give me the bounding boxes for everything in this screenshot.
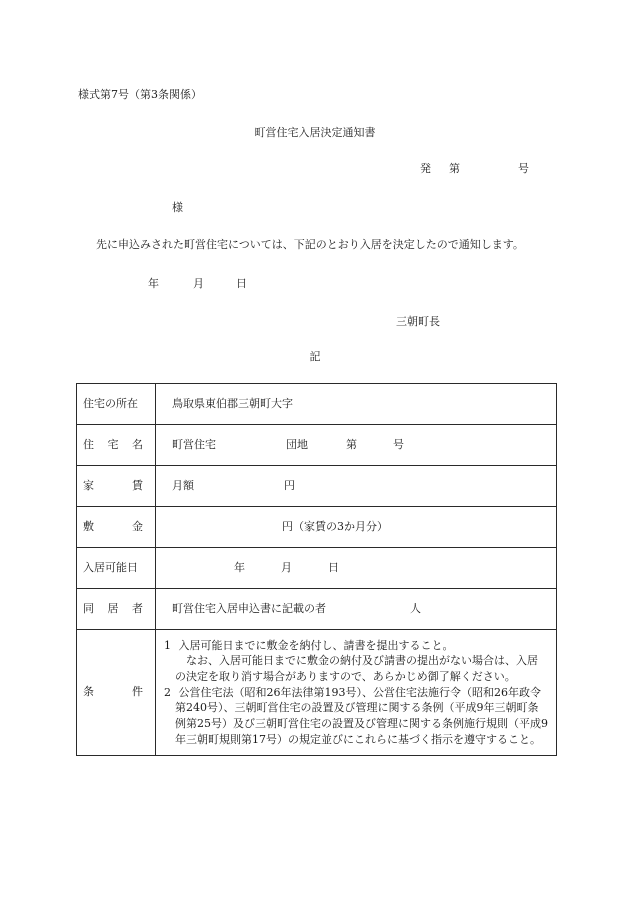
date-year: 年: [148, 277, 159, 290]
value-move-in-date: 年 月 日: [156, 548, 557, 589]
date-day: 日: [236, 277, 247, 290]
issue-number-suffix: 号: [518, 162, 529, 175]
value-cohabitants: 町営住宅入居申込書に記載の者 人: [156, 589, 557, 630]
issue-number-prefix: 発: [420, 162, 431, 175]
form-number: 様式第7号（第3条関係）: [78, 88, 202, 101]
value-rent: 月額 円: [156, 466, 557, 507]
condition-item-2: 2 公営住宅法（昭和26年法律第193号）、公営住宅法施行令（昭和26年政令第240号）、三朝町営住宅の設置及び管理に関する条例（平成9年三朝町条例第25号）及び三朝町営住宅の設置及び管理に関する条例施行規則（平成9年三朝町規則第17号）の規定並びにこれらに基づく指示を遵守すること。: [164, 685, 548, 746]
row-rent: [77, 466, 557, 507]
row-move-in-date: [77, 548, 557, 589]
label-move-in-date: 入居可能日: [77, 548, 156, 589]
value-housing-name: 町営住宅 団地 第 号: [156, 425, 557, 466]
ki-marker: 記: [309, 350, 321, 363]
row-cohabitants: [77, 589, 557, 630]
issue-date: [148, 275, 247, 291]
value-deposit: 円（家賃の3か月分）: [156, 507, 557, 548]
row-housing-name: [77, 425, 557, 466]
row-deposit: [77, 507, 557, 548]
document-title: 町営住宅入居決定通知書: [254, 126, 376, 139]
label-cohabitants: 同 居 者: [77, 589, 156, 630]
issuer-name: 三朝町長: [396, 315, 440, 328]
condition-item-1-note: なお、入居可能日までに敷金の納付及び請書の提出がない場合は、入居の決定を取り消す場合がありますので、あらかじめ御了解ください。: [175, 654, 538, 684]
issue-number: [420, 160, 529, 176]
condition-item-1: 1 入居可能日までに敷金を納付し、請書を提出すること。: [164, 638, 454, 652]
date-month: 月: [193, 277, 204, 290]
decision-table: [76, 383, 557, 756]
label-location: 住宅の所在: [77, 384, 156, 425]
value-location: 鳥取県東伯郡三朝町大字: [156, 384, 557, 425]
label-conditions: 条 件: [77, 630, 156, 756]
label-housing-name: 住 宅 名: [77, 425, 156, 466]
label-deposit: 敷 金: [77, 507, 156, 548]
issue-number-middle: 第: [449, 162, 460, 175]
row-location: [77, 384, 557, 425]
label-rent: 家 賃: [77, 466, 156, 507]
body-text: 先に申込みされた町営住宅については、下記のとおり入居を決定したので通知します。: [96, 238, 524, 251]
row-conditions: [77, 630, 557, 756]
value-conditions: [156, 630, 557, 756]
recipient-suffix: 様: [172, 201, 183, 214]
